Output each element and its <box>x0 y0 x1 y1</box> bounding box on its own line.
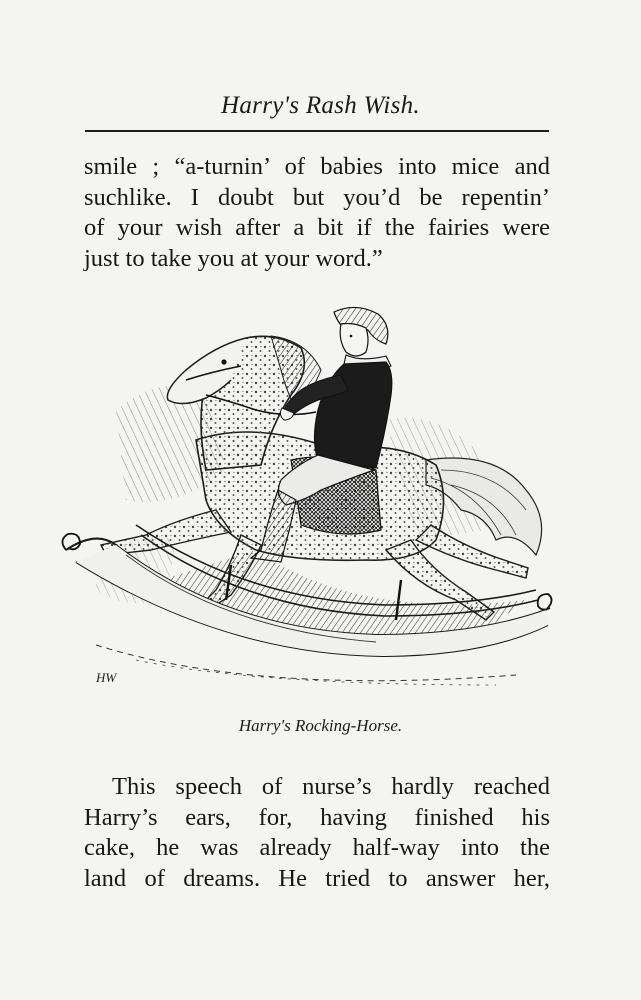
paragraph-bottom <box>84 772 550 894</box>
text-line: Harry’s ears, for, having finished his <box>84 803 550 831</box>
text-line: smile ; “a-turnin’ of babies into mice and <box>84 153 550 180</box>
text-line: cake, he was already half-way into the <box>84 834 550 861</box>
artist-monogram: HW <box>96 670 117 685</box>
rocking-horse-illustration <box>56 300 556 700</box>
header-rule <box>85 130 549 132</box>
illustration-caption: Harry's Rocking-Horse. <box>238 716 403 735</box>
text-line: just to take you at your word.” <box>84 244 383 272</box>
text-line: suchlike. I doubt but you’d be repentin’ <box>84 183 550 211</box>
text-line: This speech of nurse’s hardly reached <box>112 773 550 800</box>
text-line: land of dreams. He tried to answer her, <box>84 864 550 892</box>
paragraph-top <box>84 152 550 274</box>
text-line: of your wish after a bit if the fairies were <box>84 214 550 241</box>
running-title: Harry's Rash Wish. <box>221 92 420 119</box>
